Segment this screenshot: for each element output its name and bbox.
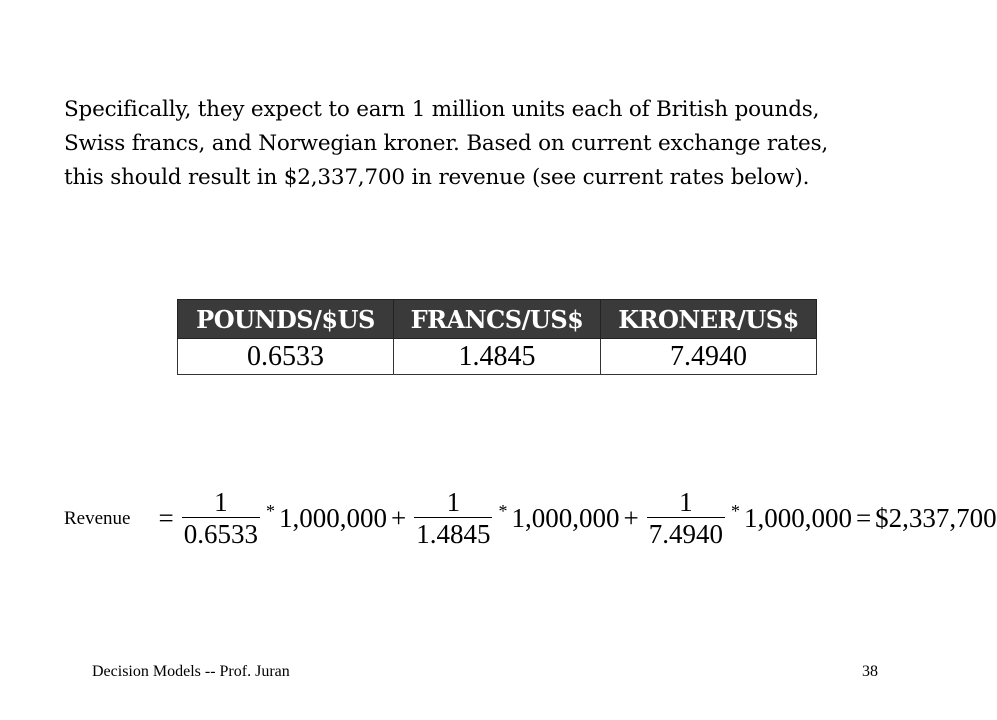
header-francs: FRANCS/US$ <box>394 300 601 339</box>
fraction-numerator: 1 <box>679 487 693 517</box>
times-sign: * <box>730 501 740 521</box>
fraction-pounds <box>182 487 260 550</box>
exchange-rates-table <box>177 299 817 375</box>
times-sign: * <box>265 501 275 521</box>
times-sign: * <box>498 501 508 521</box>
formula-multiplier: 1,000,000 <box>278 503 387 533</box>
formula-equals: = <box>158 503 174 533</box>
paragraph-line: this should result in $2,337,700 in revenue (see current rates below). <box>64 165 810 190</box>
formula-multiplier: 1,000,000 <box>511 503 620 533</box>
fraction-denominator: 7.4940 <box>648 519 723 549</box>
table-header-row <box>178 300 817 339</box>
fraction-francs <box>414 487 492 550</box>
value-pounds: 0.6533 <box>178 339 394 375</box>
paragraph-line: Swiss francs, and Norwegian kroner. Based on current exchange rates, <box>64 131 829 156</box>
value-kroner: 7.4940 <box>601 339 817 375</box>
revenue-formula <box>64 487 997 550</box>
formula-result: $2,337,700 <box>875 503 997 533</box>
paragraph-line: Specifically, they expect to earn 1 million units each of British pounds, <box>64 97 820 122</box>
fraction-numerator: 1 <box>214 487 228 517</box>
formula-multiplier: 1,000,000 <box>743 503 852 533</box>
fraction-denominator: 0.6533 <box>183 519 258 549</box>
body-paragraph <box>64 93 924 195</box>
page-number: 38 <box>862 663 878 680</box>
fraction-numerator: 1 <box>446 487 461 517</box>
fraction-denominator: 1.4845 <box>416 519 491 549</box>
plus-sign: + <box>623 503 639 533</box>
fraction-kroner <box>647 487 725 550</box>
value-francs: 1.4845 <box>394 339 601 375</box>
plus-sign: + <box>390 503 407 533</box>
header-kroner: KRONER/US$ <box>601 300 817 339</box>
footer-course-label: Decision Models -- Prof. Juran <box>92 663 290 680</box>
header-pounds: POUNDS/$US <box>178 300 394 339</box>
table-row <box>178 339 817 375</box>
formula-lhs: Revenue <box>64 507 131 529</box>
equals-sign: = <box>855 503 872 533</box>
